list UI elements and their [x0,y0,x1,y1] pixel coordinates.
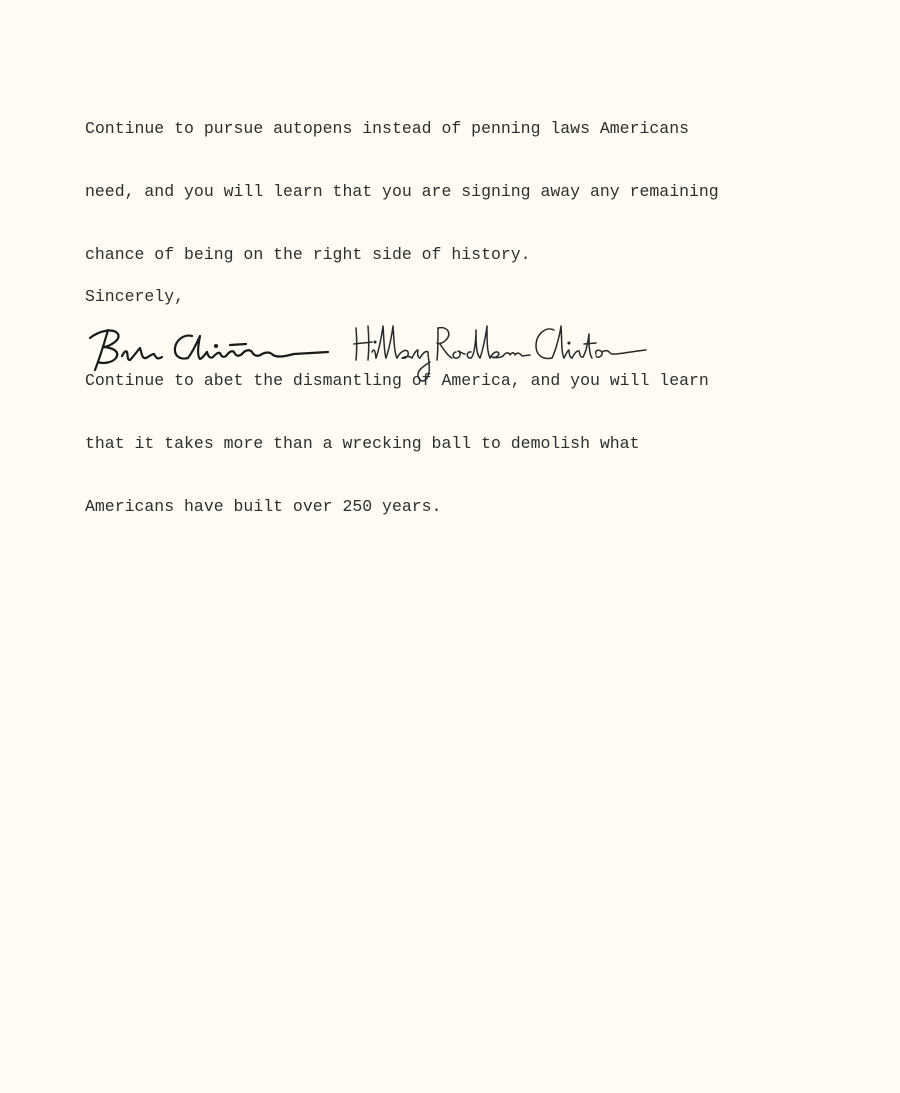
text-line: Continue to pursue autopens instead of penning laws Americans [85,119,689,138]
paragraph-autopens [85,76,825,307]
signature-hillary-rodham-clinton [354,326,646,381]
text-line: that it takes more than a wrecking ball to demolish what [85,434,640,453]
text-line: Continue to abet the dismantling of America, and you will learn [85,371,709,390]
text-line: Americans have built over 250 years. [85,497,442,516]
signature-bill-clinton [90,330,328,370]
text-line: chance of being on the right side of history. [85,245,531,264]
closing-salutation: Sincerely, [85,287,185,306]
signature-block [80,312,680,392]
text-line: need, and you will learn that you are signing away any remaining [85,182,719,201]
